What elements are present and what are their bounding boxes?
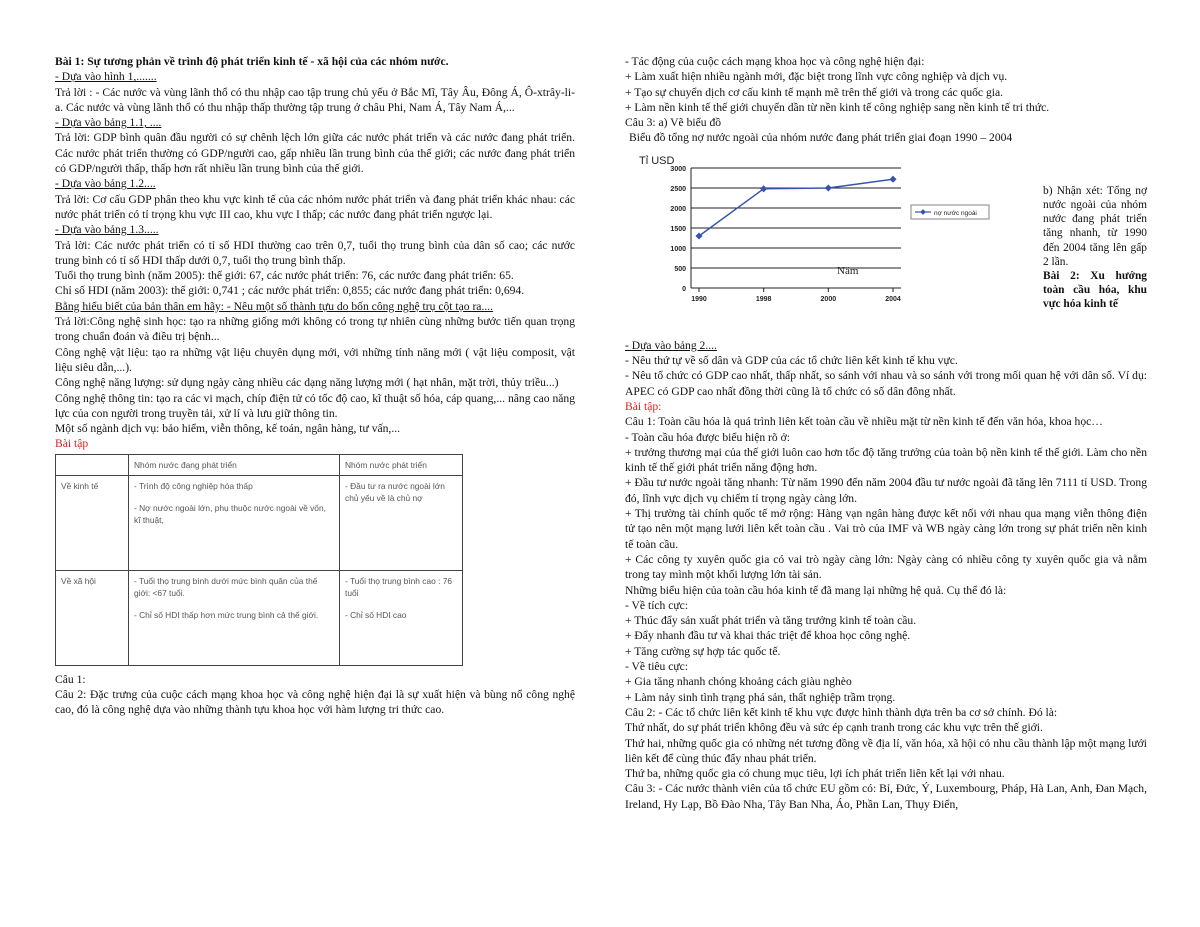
x-tick-label: 1998 <box>755 295 772 303</box>
s5-biotech: Trả lời:Công nghệ sinh học: tạo ra những giống mới không có trong tự nhiên cùng những bước tiến quan trọng trong chuẩn đoán và điều trị bệnh... <box>55 315 575 344</box>
s2-answer: Trả lời: GDP bình quân đầu người có sự chênh lệch lớn giữa các nước phát triển và các nước đang phát triển. Các nước phát triển thường có GDP/người cao, gấp nhiều lần trung bình của thế giới; các nước đang phát triển có GDP/người thấp, thấp hơn rất nhiều lần trung bình của thế giới. <box>55 131 575 176</box>
y-tick-label: 0 <box>682 285 686 293</box>
c1-line: + Gia tăng nhanh chóng khoảng cách giàu nghèo <box>625 675 852 689</box>
c1-line: + Tăng cường sự hợp tác quốc tế. <box>625 644 781 658</box>
table-row-label: Về kinh tế <box>56 475 129 570</box>
table-cell-line: - Trình độ công nghiệp hóa thấp <box>134 480 253 491</box>
c1-definition: Câu 1: Toàn cầu hóa là quá trình liên kết toàn cầu về nhiều mặt từ nền kinh tế đến văn hóa, khoa học… <box>625 415 1103 429</box>
table-cell-line: - Đầu tư ra nước ngoài lớn chủ yếu về là chủ nợ <box>345 480 445 503</box>
x-tick-label: 1990 <box>691 295 707 303</box>
debt-line-chart <box>625 150 1040 338</box>
s4-heading: - Dựa vào bảng 1.3..... <box>55 223 159 237</box>
left-exercise-label: Bài tập <box>55 437 89 451</box>
chart-caption: Biểu đồ tổng nợ nước ngoài của nhóm nước đang phát triển giai đoạn 1990 – 2004 <box>629 131 1013 145</box>
table-header-cell: Nhóm nước phát triển <box>340 454 463 475</box>
table-header-cell <box>56 454 129 475</box>
c1-line: + Thị trường tài chính quốc tế mở rộng: Hàng vạn ngân hàng được kết nối với nhau qua mạng viễn thông điện tử tạo nên một mạng lưới liên kết toàn cầu . Vai trò của IMF và WB ngày càng lớn trong sự phát triển nền kinh tế toàn cầu. <box>625 507 1147 551</box>
c2-line: Thứ hai, những quốc gia có những nét tương đồng về địa lí, văn hóa, xã hội có nhu cầu thành lập một mạng lưới liên kết để cùng thúc đẩy nhau phát triển. <box>625 736 1147 765</box>
table-cell-line: - Chỉ số HDI cao <box>345 609 407 620</box>
lesson2-title: Bài 2: Xu hướng toàn cầu hóa, khu vực hóa kinh tế <box>1043 270 1147 311</box>
c1-line: + Làm nảy sinh tình trạng phá sản, thất nghiệp trầm trọng. <box>625 690 896 704</box>
c1-line: Những biểu hiện của toàn cầu hóa kinh tế đã mang lại những hệ quả. Cụ thể đó là: <box>625 583 1007 597</box>
data-point <box>889 175 896 182</box>
table-cell <box>129 570 340 665</box>
table-cell-line: - Chỉ số HDI thấp hơn mức trung bình cả thế giới. <box>134 609 319 620</box>
y-tick-label: 1500 <box>670 225 686 233</box>
chart-side-text <box>1043 184 1147 312</box>
c1-line: + Thúc đẩy sản xuất phát triển và tăng trưởng kinh tế toàn cầu. <box>625 614 917 628</box>
cau2: Câu 2: Đặc trưng của cuộc cách mạng khoa học và công nghệ hiện đại là sự xuất hiện và bùng nổ công nghệ cao, đó là công nghệ dựa vào những thành tựu khoa học với hàm lượng tri thức cao. <box>55 688 575 717</box>
table-header-cell: Nhóm nước đang phát triển <box>129 454 340 475</box>
c1-line: + Đẩy nhanh đầu tư và khai thác triệt để khoa học công nghệ. <box>625 629 911 643</box>
chart-area <box>625 150 1147 338</box>
impact-heading: - Tác động của cuộc cách mạng khoa học và công nghệ hiện đại: <box>625 55 925 68</box>
s4-answer: Trả lời: Các nước phát triển có tỉ số HDI thường cao trên 0,7, tuổi thọ trung bình của dân số cao; các nước trung bình có tỉ số HDI thấp dưới 0,7, tuổi thọ trung bình thấp. <box>55 238 575 267</box>
impact-item: + Làm nền kinh tế thế giới chuyển dần từ nền kinh tế công nghiệp sang nền kinh tế tri thức. <box>625 100 1050 114</box>
x-tick-label: 2000 <box>820 295 837 303</box>
impact-item: + Làm xuất hiện nhiều ngành mới, đặc biệt trong lĩnh vực công nghiệp và dịch vụ. <box>625 70 1008 84</box>
x-tick-label: 2004 <box>885 295 901 303</box>
cau3-draw: Câu 3: a) Vẽ biểu đồ <box>625 116 722 130</box>
s5-it: Công nghệ thông tin: tạo ra các vi mạch, chíp điện tử có tốc độ cao, kĩ thuật số hóa, cáp quang,... nâng cao năng lực của con người trong truyền tải, xử lí và lưu giữ thông tin. <box>55 391 575 420</box>
cau1: Câu 1: <box>55 672 86 686</box>
s5-materials: Công nghệ vật liệu: tạo ra những vật liệu chuyên dụng mới, với những tính năng mới ( vật liệu composit, vật liệu siêu dẫn,...). <box>55 345 575 374</box>
s3-heading: - Dựa vào bảng 1.2.... <box>55 177 156 191</box>
table-cell-line: - Tuổi thọ trung bình dưới mức bình quân của thế giới: <67 tuổi. <box>134 575 318 598</box>
c2-line: Thứ nhất, do sự phát triển không đều và sức ép cạnh tranh trong các khu vực trên thế giới. <box>625 721 1043 735</box>
table-row <box>56 570 463 665</box>
s3-answer: Trả lời: Cơ cấu GDP phân theo khu vực kinh tế của các nhóm nước phát triển và đang phát triển khác nhau: các nước phát triển có tỉ trọng khu vực III cao, khu vực I thấp; các nước đang phát triển ngược lại. <box>55 192 575 221</box>
x-axis-label: Năm <box>837 264 859 277</box>
c2-line: Câu 2: - Các tổ chức liên kết kinh tế khu vực được hình thành dựa trên ba cơ sở chính. Đó là: <box>625 705 1058 719</box>
left-column <box>55 54 575 718</box>
table-cell <box>129 475 340 570</box>
q1-item: - Nêu tổ chức có GDP cao nhất, thấp nhất, so sánh với nhau và so sánh với trong mối quan hệ với dân số. Ví dụ: APEC có GDP cao nhất đồng thời cũng là tổ chức có số dân đông nhất. <box>625 369 1147 398</box>
s4-life-expectancy: Tuổi thọ trung bình (năm 2005): thế giới: 67, các nước phát triển: 76, các nước đang phát triển: 65. <box>55 269 514 283</box>
table-cell-line: - Nợ nước ngoài lớn, phụ thuộc nước ngoài về vốn, kĩ thuật, <box>134 502 326 525</box>
s2-heading: - Dựa vào bảng 1.1, .... <box>55 116 162 130</box>
data-point <box>825 184 832 191</box>
y-tick-label: 500 <box>674 265 686 273</box>
table-row <box>56 475 463 570</box>
comparison-table <box>55 454 463 666</box>
c1-line: + trưởng thương mại của thế giới luôn cao hơn tốc độ tăng trưởng của toàn bộ nền kinh tế thế giới. Làm cho nền kinh tế thế giới phát triển năng động hơn. <box>625 445 1147 475</box>
table-cell-line: - Tuổi thọ trung bình cao : 76 tuổi <box>345 575 453 598</box>
right-column <box>625 54 1147 812</box>
right-exercise-label: Bài tập: <box>625 399 662 413</box>
y-tick-label: 1000 <box>670 245 686 253</box>
s4-hdi: Chỉ số HDI (năm 2003): thế giới: 0,741 ; các nước phát triển: 0,855; các nước đang phát triển: 0,694. <box>55 284 525 298</box>
chart-comment: b) Nhận xét: Tổng nợ nước ngoài của nhóm nước đang phát triển tăng nhanh, từ 1990 đến 2004 tăng lên gấp 2 lần. <box>1043 184 1147 268</box>
table-cell <box>340 475 463 570</box>
c3-line: Câu 3: - Các nước thành viên của tổ chức EU gồm có: Bỉ, Đức, Ý, Luxembourg, Pháp, Hà Lan, Anh, Đan Mạch, Ireland, Hy Lạp, Bồ Đào Nha, Tây Ban Nha, Áo, Phần Lan, Thụy Điển, <box>625 782 1147 811</box>
c1-line: + Các công ty xuyên quốc gia có vai trò ngày càng lớn: Ngày càng có nhiều công ty xuyên quốc gia và nằm trong tay mình một khối lượng lớn tài sản. <box>625 552 1147 582</box>
y-tick-label: 3000 <box>670 165 686 173</box>
legend-label: nợ nước ngoài <box>934 209 977 217</box>
table-header-row <box>56 454 463 475</box>
y-tick-label: 2000 <box>670 205 686 213</box>
c1-line: - Về tiêu cực: <box>625 660 689 674</box>
q1-item: - Nêu thứ tự về số dân và GDP của các tổ chức liên kết kinh tế khu vực. <box>625 354 958 368</box>
s5-heading: Bằng hiểu biết của bản thân em hãy: - Nêu một số thành tựu do bốn công nghệ trụ cột tạo ra.... <box>55 299 494 313</box>
s5-energy: Công nghệ năng lượng: sử dụng ngày càng nhiều các dạng năng lượng mới ( hạt nhân, mặt trời, thủy triều...) <box>55 376 559 390</box>
table-row-label: Về xã hội <box>56 570 129 665</box>
lesson1-title: Bài 1: Sự tương phản về trình độ phát triển kinh tế - xã hội của các nhóm nước. <box>55 55 449 68</box>
s1-answer: Trả lời : - Các nước và vùng lãnh thổ có thu nhập cao tập trung chủ yếu ở Bắc Mĩ, Tây Âu, Đông Á, Ô-xtrây-li-a. Các nước và vùng lãnh thổ có thu nhập thấp thường tập trung ở châu Phi, Nam Á, Tây Nam Á,... <box>55 85 575 114</box>
y-tick-label: 2500 <box>670 185 686 193</box>
q1-heading: - Dựa vào bảng 2.... <box>625 338 717 352</box>
impact-item: + Tạo sự chuyển dịch cơ cấu kinh tế mạnh mẽ trên thế giới và trong các quốc gia. <box>625 85 1004 99</box>
c1-line: - Về tích cực: <box>625 598 689 612</box>
s5-services: Một số ngành dịch vụ: bảo hiểm, viễn thông, kế toán, ngân hàng, tư vấn,... <box>55 422 401 436</box>
c1-line: - Toàn cầu hóa được biểu hiện rõ ở: <box>625 430 790 444</box>
c1-line: + Đầu tư nước ngoài tăng nhanh: Từ năm 1990 đến năm 2004 đầu tư nước ngoài đã tăng lên 7111 tỉ USD. Trong đó, lĩnh vực dịch vụ chiếm tỉ trọng ngày càng lớn. <box>625 476 1147 505</box>
s1-heading: - Dựa vào hình 1,....... <box>55 70 157 84</box>
c2-line: Thứ ba, những quốc gia có chung mục tiêu, lợi ích phát triển liên kết lại với nhau. <box>625 767 1005 781</box>
y-axis-label: Tỉ USD <box>639 154 675 167</box>
table-cell <box>340 570 463 665</box>
